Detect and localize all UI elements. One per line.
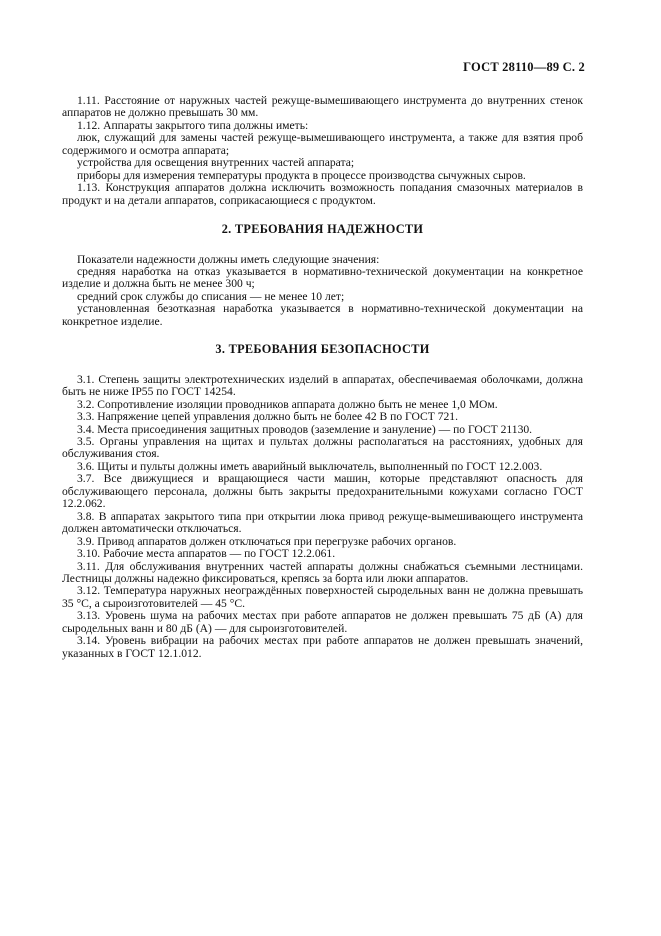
paragraph-3-11: 3.11. Для обслуживания внутренних частей аппараты должны снабжаться съемными лестницами. Лестницы должны надежно фиксироваться, крепясь за борта или люки аппаратов. bbox=[62, 559, 583, 585]
section-title-safety: 3. ТРЕБОВАНИЯ БЕЗОПАСНОСТИ bbox=[215, 342, 430, 357]
list-item-thermometers: приборы для измерения температуры продукта в процессе производства сычужных сыров. bbox=[77, 168, 526, 182]
paragraph-3-12: 3.12. Температура наружных неограждённых поверхностей сыродельных ванн не должна превышать 35 °С, а сыроизготовителей — 45 °С. bbox=[62, 584, 583, 610]
list-item-hatch: люк, служащий для замены частей режуще-вымешивающего инструмента, а также для взятия проб содержимого и осмотра аппарата; bbox=[62, 131, 583, 157]
paragraph-3-10: 3.10. Рабочие места аппаратов — по ГОСТ 12.2.061. bbox=[77, 547, 336, 561]
paragraph-3-6: 3.6. Щиты и пульты должны иметь аварийный выключатель, выполненный по ГОСТ 12.2.003. bbox=[77, 459, 543, 473]
paragraph-1-12: 1.12. Аппараты закрытого типа должны иметь: bbox=[77, 118, 309, 132]
paragraph-3-7: 3.7. Все движущиеся и вращающиеся части машин, которые представляют опасность для обслуживающего персонала, должны быть закрыты предохранительными кожухами согласно ГОСТ 12.2.062. bbox=[62, 472, 583, 511]
paragraph-3-14: 3.14. Уровень вибрации на рабочих местах при работе аппаратов не должен превышать значений, указанных в ГОСТ 12.1.012. bbox=[62, 634, 583, 660]
paragraph-1-13: 1.13. Конструкция аппаратов должна исключить возможность попадания смазочных материалов в продукт и на детали аппаратов, соприкасающиеся с продуктом. bbox=[62, 181, 583, 207]
paragraph-3-3: 3.3. Напряжение цепей управления должно быть не более 42 В по ГОСТ 721. bbox=[77, 410, 458, 424]
reliability-mtbf: средняя наработка на отказ указывается в нормативно-технической документации на конкретное изделие и должна быть не менее 300 ч; bbox=[62, 264, 583, 291]
reliability-intro: Показатели надежности должны иметь следующие значения: bbox=[77, 252, 380, 266]
document-body bbox=[62, 95, 583, 660]
reliability-failure-free: установленная безотказная наработка указывается в нормативно-технической документации на конкретное изделие. bbox=[62, 302, 583, 328]
section-title-reliability: 2. ТРЕБОВАНИЯ НАДЕЖНОСТИ bbox=[221, 222, 424, 237]
paragraph-1-11: 1.11. Расстояние от наружных частей режуще-вымешивающего инструмента до внутренних стенок аппаратов не должно превышать 30 мм. bbox=[62, 94, 583, 120]
paragraph-3-2: 3.2. Сопротивление изоляции проводников аппарата должно быть не менее 1,0 МОм. bbox=[77, 397, 498, 411]
reliability-service-life: средний срок службы до списания — не менее 10 лет; bbox=[77, 289, 345, 303]
page-header: ГОСТ 28110—89 С. 2 bbox=[463, 60, 585, 74]
paragraph-3-8: 3.8. В аппаратах закрытого типа при открытии люка привод режуще-вымешивающего инструмента должен автоматически отключаться. bbox=[62, 509, 583, 536]
paragraph-3-13: 3.13. Уровень шума на рабочих местах при работе аппаратов не должен превышать 75 дБ (А) для сыродельных ванн и 80 дБ (А) — для сыроизготовителей. bbox=[62, 609, 583, 635]
paragraph-3-5: 3.5. Органы управления на щитах и пультах должны располагаться на расстояниях, удобных для обслуживания стоя. bbox=[62, 434, 583, 461]
paragraph-3-9: 3.9. Привод аппаратов должен отключаться при перегрузке рабочих органов. bbox=[77, 534, 457, 548]
paragraph-3-4: 3.4. Места присоединения защитных проводов (заземление и зануление) — по ГОСТ 21130. bbox=[77, 422, 533, 436]
paragraph-3-1: 3.1. Степень защиты электротехнических изделий в аппаратах, обеспечиваемая оболочками, должна быть не ниже IP55 по ГОСТ 14254. bbox=[62, 372, 583, 399]
list-item-lighting: устройства для освещения внутренних частей аппарата; bbox=[77, 156, 355, 170]
